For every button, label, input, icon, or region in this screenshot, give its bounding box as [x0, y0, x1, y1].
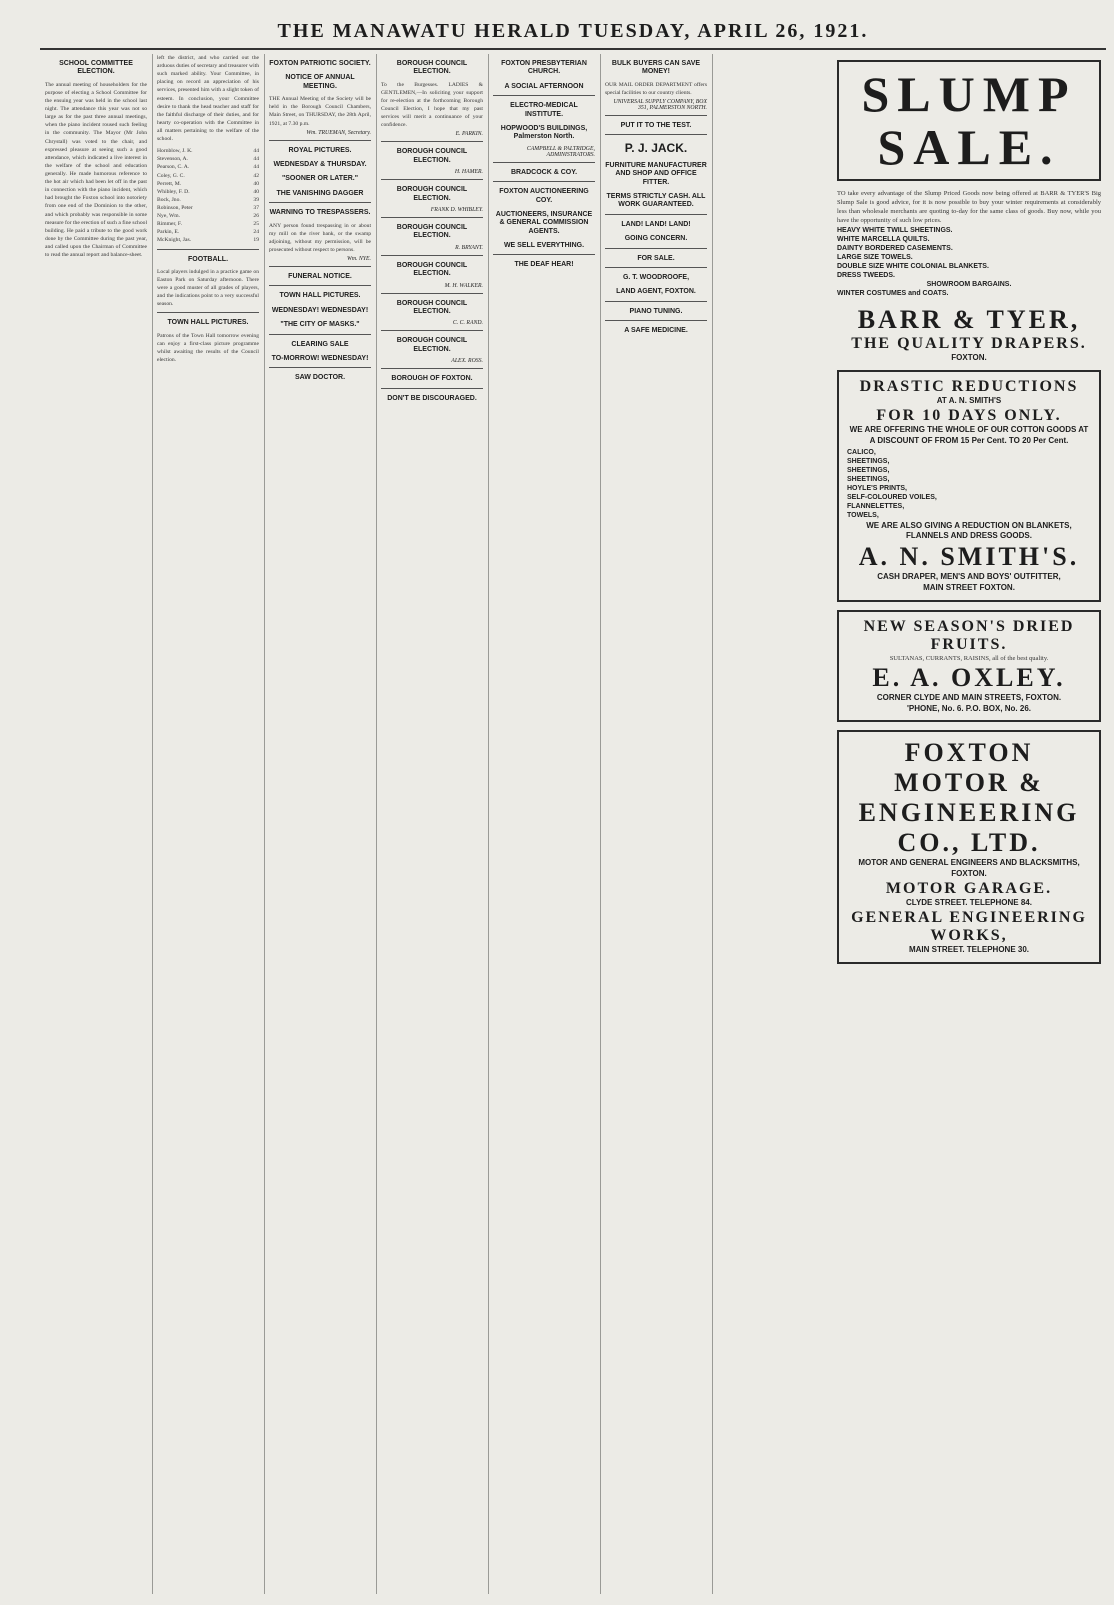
oxley-ad — [837, 610, 1101, 723]
sale-item: DOUBLE SIZE WHITE COLONIAL BLANKETS. — [837, 263, 989, 271]
smith-item: SHEETINGS, — [847, 466, 890, 474]
divider — [605, 115, 707, 116]
divider — [157, 312, 259, 313]
dont-discouraged-heading: DON'T BE DISCOURAGED. — [387, 394, 477, 402]
patriotic-subheading: NOTICE OF ANNUAL MEETING. — [285, 74, 355, 90]
oxley-name: E. A. OXLEY. — [872, 662, 1066, 692]
smith-firm: A. N. SMITH'S. — [858, 542, 1080, 572]
divider — [269, 285, 371, 286]
divider — [269, 140, 371, 141]
signature: UNIVERSAL SUPPLY COMPANY, BOX 351, PALMERSTON NORTH. — [613, 99, 707, 111]
slump-intro: TO take every advantage of the Slump Priced Goods now being offered at BARR & TYER'S Big Slump Sale is good advice, for it is now possible to buy your winter requirements at considerably less than wholesale merchants are quoting to-day for the same class of goods. Buy now, while you have the opportunity of such low prices. — [837, 190, 1103, 225]
auction-heading: FOXTON AUCTIONEERING COY. — [499, 188, 589, 204]
borough-heading: BOROUGH OF FOXTON. — [391, 375, 473, 383]
going-concern: GOING CONCERN. — [624, 235, 688, 243]
candidate-row: Parkin, E. 24 — [157, 229, 259, 236]
auction-slogan: WE SELL EVERYTHING. — [503, 242, 585, 250]
divider — [493, 95, 595, 96]
town-hall-heading: TOWN HALL PICTURES. — [167, 319, 249, 327]
motor-line2: ENGINEERING — [858, 798, 1080, 828]
bradcock-heading: BRADCOCK & COY. — [510, 168, 578, 176]
town-hall-days: WEDNESDAY! WEDNESDAY! — [271, 306, 369, 314]
trespass-heading: WARNING TO TRESPASSERS. — [269, 209, 371, 217]
divider — [381, 217, 483, 218]
drastic-days: FOR 10 DAYS ONLY. — [876, 406, 1062, 424]
signature: CAMPBELL & PALTRIDGE, ADMINISTRATORS. — [526, 145, 595, 158]
motor-ad — [837, 730, 1101, 963]
signature: ALEX. ROSS. — [451, 358, 483, 365]
institute-address: HOPWOOD'S BUILDINGS, Palmerston North. — [500, 124, 588, 141]
masthead — [40, 14, 1106, 50]
column-ads — [832, 54, 1106, 1594]
divider — [493, 254, 595, 255]
saw-doctor-heading: SAW DOCTOR. — [294, 374, 346, 382]
jack-terms: TERMS STRICTLY CASH. ALL WORK GUARANTEED. — [606, 192, 706, 209]
barr-tyer-town: FOXTON. — [951, 353, 987, 363]
royal-pictures-heading: ROYAL PICTURES. — [288, 146, 352, 154]
institute-heading: ELECTRO-MEDICAL INSTITUTE. — [510, 102, 578, 118]
sale-item: WHITE MARCELLA QUILTS. — [837, 236, 930, 244]
divider — [381, 255, 483, 256]
divider — [493, 181, 595, 182]
smith-item: SHEETINGS, — [847, 457, 890, 465]
bulk-buyers-body: OUR MAIL ORDER DEPARTMENT offers special facilities to our country clients. — [605, 81, 709, 96]
motor-sub: MOTOR AND GENERAL ENGINEERS AND BLACKSMITHS, FOXTON. — [858, 858, 1080, 879]
divider — [605, 320, 707, 321]
patriotic-body: THE Annual Meeting of the Society will be held in the Borough Council Chambers, Main Street, on THURSDAY, the 28th April, 1921, at 7.30 p.m. — [269, 96, 373, 127]
medicine-heading: A SAFE MEDICINE. — [624, 327, 688, 335]
divider — [605, 248, 707, 249]
royal-pictures-days: WEDNESDAY & THURSDAY. — [273, 161, 367, 168]
election-heading: BOROUGH COUNCIL ELECTION. — [396, 224, 468, 240]
works-line1: GENERAL ENGINEERING — [851, 908, 1087, 926]
signature: C. C. RAND. — [452, 320, 483, 327]
deaf-hear-heading: THE DEAF HEAR! — [514, 261, 574, 269]
town-hall-body: Patrons of the Town Hall tomorrow evening can enjoy a first-class picture programme whilst awaiting the results of the Council election. — [157, 332, 261, 364]
candidate-row: Whibley, F. D. 40 — [157, 188, 259, 195]
barr-tyer-sub: THE QUALITY DRAPERS. — [851, 335, 1087, 353]
woodroofe-heading: G. T. WOODROOFE, — [622, 273, 690, 281]
test-heading: PUT IT TO THE TEST. — [620, 122, 692, 129]
works-sub: MAIN STREET. TELEPHONE 30. — [908, 944, 1030, 954]
garage-heading: MOTOR GARAGE. — [885, 880, 1053, 898]
smith-item: CALICO, — [847, 448, 876, 456]
smith-item: SELF-COLOURED VOILES, — [847, 493, 937, 501]
oxley-sub: CORNER CLYDE AND MAIN STREETS, FOXTON. — [876, 692, 1062, 702]
column-5 — [488, 54, 601, 1594]
divider — [381, 388, 483, 389]
smith-item: SHEETINGS, — [847, 475, 890, 483]
motor-line1: FOXTON MOTOR & — [894, 738, 1044, 798]
election-heading: BOROUGH COUNCIL ELECTION. — [396, 148, 468, 164]
election-heading: BOROUGH COUNCIL ELECTION. — [396, 299, 468, 315]
election-body: To the Burgesses. LADIES & GENTLEMEN,—In soliciting your support for re-election at the forthcoming Borough Council Election, I hope that my past services will merit a continuance of your confidence. — [381, 81, 485, 129]
candidate-row: Bock, Jno. 39 — [157, 196, 259, 203]
bulk-buyers-heading: BULK BUYERS CAN SAVE MONEY! — [611, 60, 701, 76]
article-continued: left the district, and who carried out the arduous duties of secretary and treasurer with such marked ability. Your Committee, in placing on record an appreciation of his services, presented him with a slight token of esteem. In conclusion, your Committee desire to thank the head teacher and staff for the faithful discharge of their duties, and for hearty co-operation with the Committee in all matters pertaining to the welfare of the school. — [157, 55, 261, 143]
sale-item: HEAVY WHITE TWILL SHEETINGS. — [837, 227, 953, 235]
candidate-row: Perrett, M. 40 — [157, 180, 259, 187]
article-heading: SCHOOL COMMITTEE ELECTION. — [59, 60, 133, 76]
for-sale-heading: FOR SALE. — [637, 254, 675, 262]
divider — [269, 202, 371, 203]
church-subheading: A SOCIAL AFTERNOON — [504, 82, 584, 90]
funeral-heading: FUNERAL NOTICE. — [288, 273, 352, 280]
drastic-heading: DRASTIC REDUCTIONS — [859, 378, 1079, 396]
slump-word: SLUMP — [861, 66, 1077, 122]
column-1 — [40, 54, 153, 1594]
film-title: "THE CITY OF MASKS." — [280, 321, 360, 329]
fruits-text: SULTANAS, CURRANTS, RAISINS, all of the best quality. — [889, 654, 1049, 662]
oxley-phone: 'PHONE, No. 6. P.O. BOX, No. 26. — [906, 703, 1031, 713]
jack-subheading: FURNITURE MANUFACTURER AND SHOP AND OFFICE FITTER. — [605, 161, 707, 186]
sale-item: DAINTY BORDERED CASEMENTS. — [837, 245, 953, 253]
signature: FRANK D. WHIBLEY. — [430, 207, 483, 213]
divider — [381, 330, 483, 331]
sale-item: WINTER COSTUMES and COATS. — [837, 290, 949, 298]
divider — [381, 293, 483, 294]
smith-item: FLANNELETTES, — [847, 502, 905, 510]
column-6 — [600, 54, 713, 1594]
smith-item: HOYLE'S PRINTS, — [847, 484, 908, 492]
piano-heading: PIANO TUNING. — [629, 307, 683, 315]
works-line2: WORKS, — [930, 926, 1008, 944]
sale-word: SALE. — [877, 118, 1061, 175]
jack-heading: P. J. JACK. — [624, 141, 688, 156]
candidate-row: Stevenson, A. 44 — [157, 156, 259, 163]
divider — [493, 162, 595, 163]
election-heading: BOROUGH COUNCIL ELECTION. — [396, 261, 468, 278]
divider — [269, 266, 371, 267]
masthead-title: THE MANAWATU HERALD TUESDAY, APRIL 26, 1921. — [277, 20, 869, 42]
candidate-row: Hornblow, J. K. 44 — [157, 148, 259, 155]
sale-item: DRESS TWEEDS. — [837, 272, 895, 280]
clearing-sale-heading: CLEARING SALE — [291, 340, 349, 348]
film-title: THE VANISHING DAGGER — [276, 189, 364, 197]
candidate-row: Nye, Wm. 26 — [157, 213, 259, 220]
election-heading: BOROUGH COUNCIL ELECTION. — [396, 60, 468, 76]
divider — [605, 214, 707, 215]
town-hall-heading: TOWN HALL PICTURES. — [279, 292, 361, 300]
column-3 — [264, 54, 377, 1594]
slump-sale-ad — [837, 60, 1101, 181]
land-heading: LAND! LAND! LAND! — [621, 220, 691, 228]
drastic-offer: WE ARE OFFERING THE WHOLE OF OUR COTTON GOODS AT A DISCOUNT OF FROM 15 Per Cent. TO 20 Per Cent. — [849, 424, 1089, 445]
divider — [381, 368, 483, 369]
signature: M. H. WALKER. — [444, 282, 483, 289]
barr-tyer-name: BARR & TYER, — [857, 305, 1081, 335]
candidate-list — [157, 147, 259, 244]
candidate-row: McKnight, Jas. 19 — [157, 237, 259, 244]
article-body: The annual meeting of householders for the purpose of electing a School Committee for the ensuing year was held in the school last night. The attendance this year was not so large as for the past three annual meetings, when the piano incident roused such feeling in the community. The Mayor (Mr John Chrystall) was voted to the chair, and expressed pleasure at seeing such a good attendance, which indicated a live interest in the welfare of the school and education generally. He made humorous reference to the hot air which had been let off in the past in connection with the piano incident, which had brought the Foxton school into notoriety from one end of the Dominion to the other, and which probably was responsible in some measure for the erection of such a fine school building. He paid a tribute to the good work done by the Committee during the past year, and called upon the Chairman of Committee to read the annual report and balance-sheet. — [45, 81, 149, 259]
smith-item: TOWELS, — [847, 511, 879, 519]
sale-item: SHOWROOM BARGAINS. — [926, 281, 1012, 289]
divider — [269, 334, 371, 335]
clearing-sale-days: TO-MORROW! WEDNESDAY! — [271, 354, 369, 362]
smith-note: WE ARE ALSO GIVING A REDUCTION ON BLANKETS, FLANNELS AND DRESS GOODS. — [866, 520, 1072, 541]
election-heading: BOROUGH COUNCIL ELECTION. — [396, 186, 468, 202]
signature: R. BRYANT. — [455, 244, 483, 251]
signature: Wm. TRUEMAN, Secretary. — [306, 129, 371, 136]
sale-item: LARGE SIZE TOWELS. — [837, 254, 913, 262]
divider — [269, 367, 371, 368]
patriotic-heading: FOXTON PATRIOTIC SOCIETY. — [269, 60, 371, 67]
signature: E. PARKIN. — [455, 131, 483, 138]
divider — [605, 134, 707, 135]
smith-addr: MAIN STREET FOXTON. — [923, 582, 1015, 592]
candidate-row: Rimmer, F. 25 — [157, 221, 259, 228]
church-heading: FOXTON PRESBYTERIAN CHURCH. — [501, 60, 587, 76]
signature: Wm. NYE. — [347, 256, 371, 262]
candidate-row: Pearson, C. A. 44 — [157, 164, 259, 171]
divider — [381, 141, 483, 142]
auction-subheading: AUCTIONEERS, INSURANCE & GENERAL COMMISSION AGENTS. — [495, 210, 593, 235]
column-2 — [152, 54, 265, 1594]
motor-line3: CO., LTD. — [897, 828, 1041, 858]
woodroofe-subheading: LAND AGENT, FOXTON. — [616, 288, 696, 296]
signature: H. HAMER. — [454, 169, 483, 176]
column-4 — [376, 54, 489, 1594]
candidate-row: Robinson, Peter 37 — [157, 204, 259, 211]
divider — [605, 267, 707, 268]
smith-sub: CASH DRAPER, MEN'S AND BOYS' OUTFITTER, — [877, 572, 1061, 582]
candidate-row: Coley, G. C. 42 — [157, 172, 259, 179]
drastic-at: AT A. N. SMITH'S — [936, 396, 1002, 406]
fruits-heading: NEW SEASON'S DRIED FRUITS. — [863, 617, 1075, 653]
garage-sub: CLYDE STREET. TELEPHONE 84. — [906, 898, 1032, 908]
divider — [381, 179, 483, 180]
football-heading: FOOTBALL. — [187, 255, 229, 263]
divider — [157, 249, 259, 250]
trespass-body: ANY person found trespassing in or about my mill on the river bank, or the swamp adjoining, without my permission, will be prosecuted without respect to persons. — [269, 222, 373, 253]
election-heading: BOROUGH COUNCIL ELECTION. — [396, 337, 468, 353]
film-title: "SOONER OR LATER." — [281, 175, 359, 183]
divider — [605, 301, 707, 302]
smith-ad — [837, 370, 1101, 602]
football-body: Local players indulged in a practice game on Easton Park on Saturday afternoon. There were a good muster of all grades of players, and the indications point to a very successful season. — [157, 268, 261, 308]
